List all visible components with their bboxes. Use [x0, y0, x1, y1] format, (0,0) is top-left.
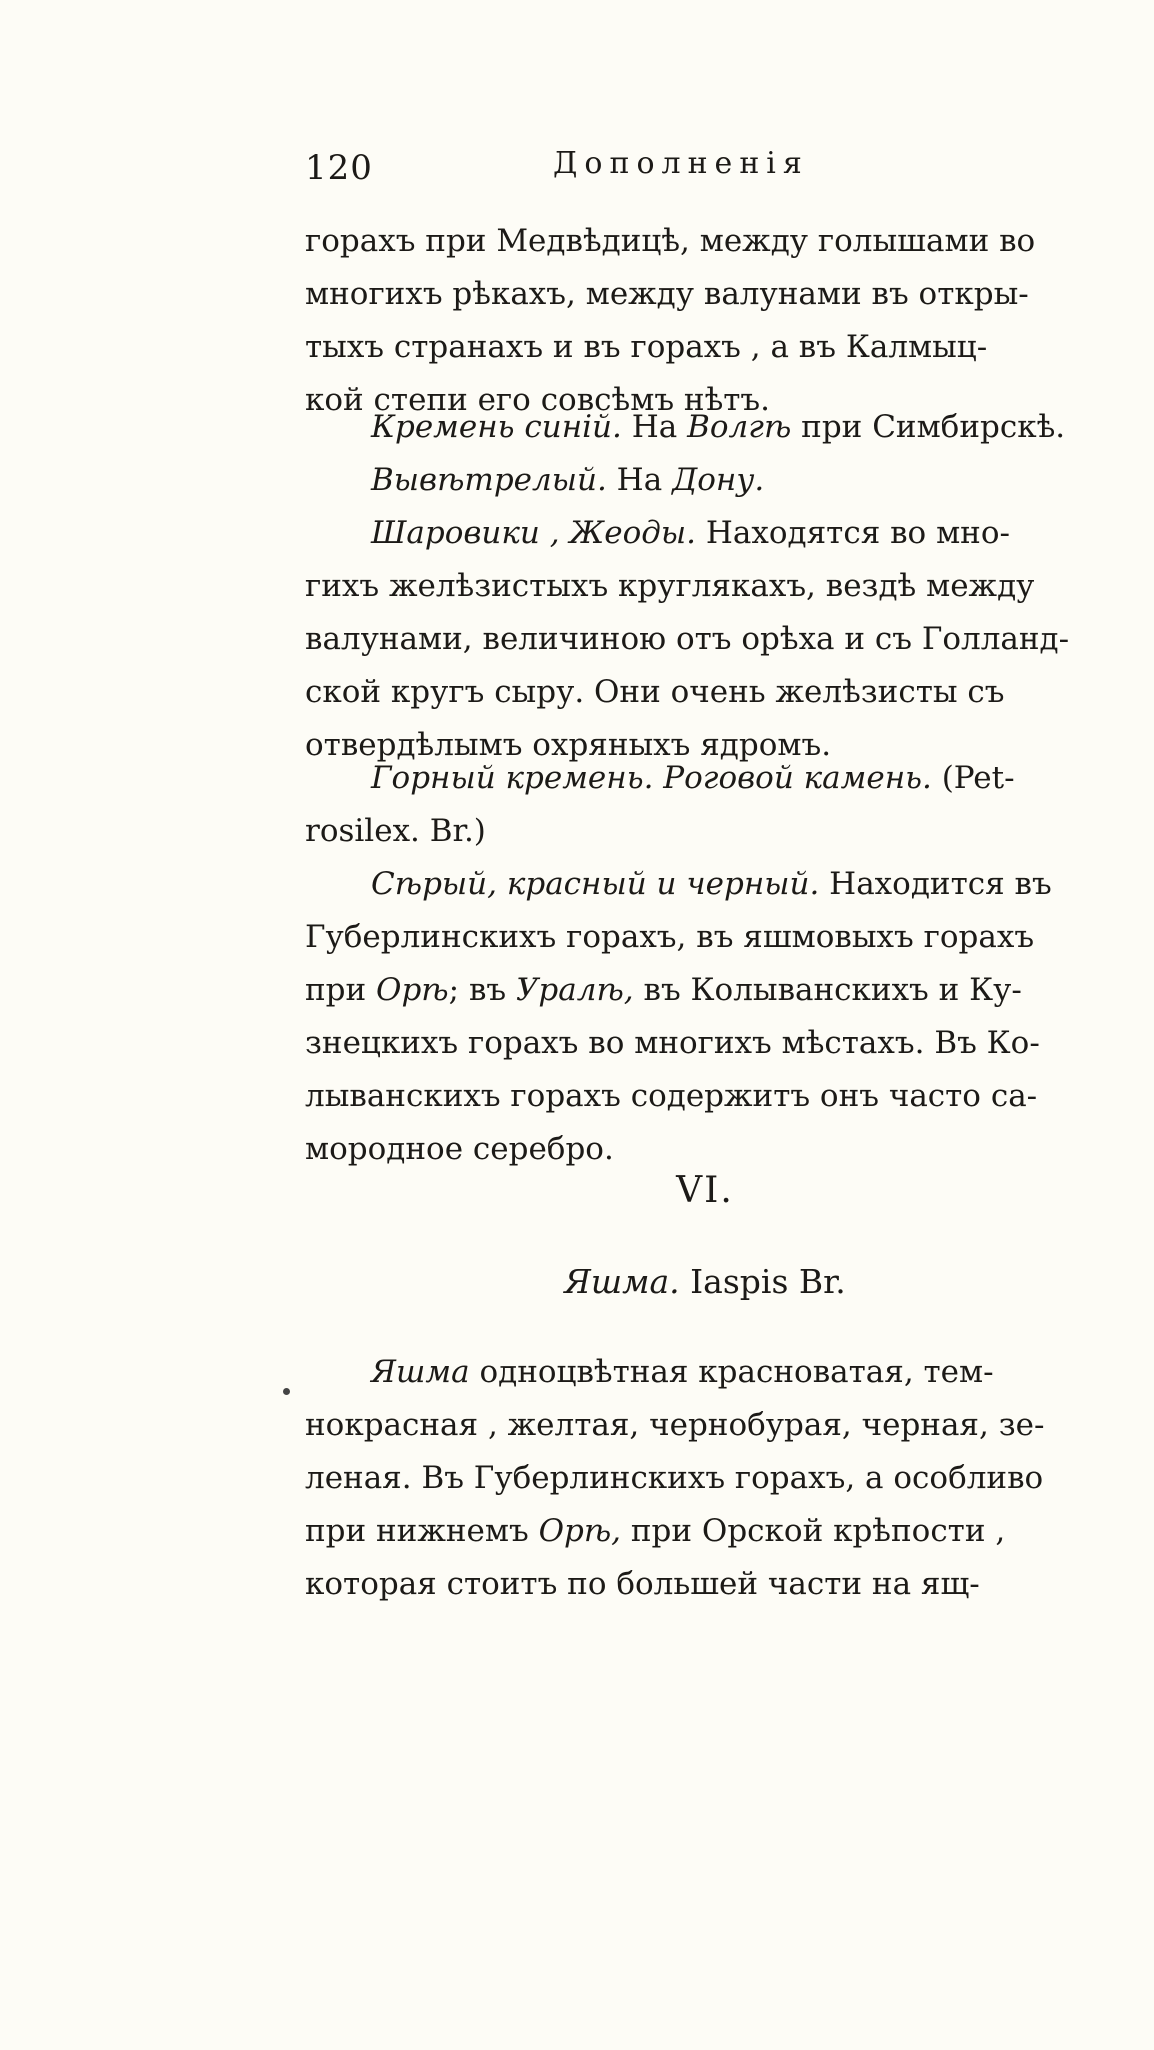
term-italic: Шаровики , Жеоды. [371, 515, 697, 551]
text-line: знецкихъ горахъ во многихъ мѣстахъ. Въ Ко- [305, 1025, 1040, 1061]
text-line: гихъ желѣзистыхъ круглякахъ, вездѣ между [305, 568, 1035, 604]
text-line [305, 401, 1105, 454]
text-run: при Орской крѣпости , [621, 1513, 1006, 1549]
text-line: которая стоитъ по большей части на ящ- [305, 1566, 980, 1602]
text-run: На [606, 462, 673, 498]
text-run: (Pet- [931, 760, 1015, 796]
text-line [305, 752, 1105, 805]
text-line [305, 1346, 1105, 1399]
text-line: отвердѣлымъ охряныхъ ядромъ. [305, 727, 832, 763]
place-italic: Орѣ, [538, 1513, 622, 1549]
text-run: при нижнемъ [305, 1513, 539, 1549]
text-run: Находится въ [819, 866, 1052, 902]
text-line: тыхъ странахъ и въ горахъ , а въ Калмыц- [305, 329, 988, 365]
section-title-latin: Iaspis Br. [679, 1262, 846, 1301]
text-line [305, 858, 1105, 911]
text-line: кой степи его совсѣмъ нѣтъ. [305, 382, 770, 418]
text-run: ; въ [448, 972, 516, 1008]
page-header [305, 148, 1105, 196]
text-run: при [305, 972, 377, 1008]
term-italic: Вывѣтрелый. [371, 462, 607, 498]
text-line: многихъ рѣкахъ, между валунами въ откры- [305, 276, 1029, 312]
text-run: Находятся во мно- [696, 515, 1010, 551]
text-line: Губерлинскихъ горахъ, въ яшмовыхъ горахъ [305, 919, 1035, 955]
text-run: одноцвѣтная красноватая, тем- [469, 1354, 994, 1390]
paragraph-continuation [305, 215, 1105, 427]
text-line: горахъ при Медвѣдицѣ, между голышами во [305, 223, 1036, 259]
term-italic: Кремень синій. [371, 409, 622, 445]
text-line: rosilex. Br.) [305, 813, 486, 849]
text-line [305, 964, 1105, 1017]
text-line: мородное серебро. [305, 1131, 614, 1167]
text-line: валунами, величиною отъ орѣха и съ Голланд- [305, 621, 1070, 657]
paragraph-gorny-kremen [305, 752, 1105, 1176]
text-line: леная. Въ Губерлинскихъ горахъ, а особливо [305, 1460, 1044, 1496]
term-italic: Горный кремень. Роговой камень. [371, 760, 932, 796]
text-run: при Симбирскѣ. [791, 409, 1066, 445]
text-line [305, 507, 1105, 560]
term-italic: Яшма [371, 1354, 470, 1390]
text-line: ской кругъ сыру. Они очень желѣзисты съ [305, 674, 1005, 710]
scan-speck [283, 1388, 290, 1395]
text-run: На [621, 409, 688, 445]
text-line [305, 1505, 1105, 1558]
text-line: лыванскихъ горахъ содержитъ онъ часто са- [305, 1078, 1038, 1114]
section-title [305, 1262, 1105, 1301]
running-title: Дополненія [553, 146, 809, 181]
section-title-italic: Яшма. [564, 1262, 680, 1301]
term-italic: Сѣрый, красный и черный. [371, 866, 820, 902]
place-italic: Орѣ [376, 972, 449, 1008]
text-line [305, 454, 1105, 507]
section-numeral: VI. [676, 1170, 734, 1211]
place-italic: Волгѣ [687, 409, 792, 445]
paragraph-kremen [305, 401, 1105, 772]
text-run: въ Колыванскихъ и Ку- [633, 972, 1022, 1008]
paragraph-yashma [305, 1346, 1105, 1611]
place-italic: Уралѣ, [515, 972, 634, 1008]
page-number: 120 [305, 148, 373, 188]
place-italic: Дону. [672, 462, 765, 498]
text-line: нокрасная , желтая, чернобурая, черная, зе- [305, 1407, 1045, 1443]
